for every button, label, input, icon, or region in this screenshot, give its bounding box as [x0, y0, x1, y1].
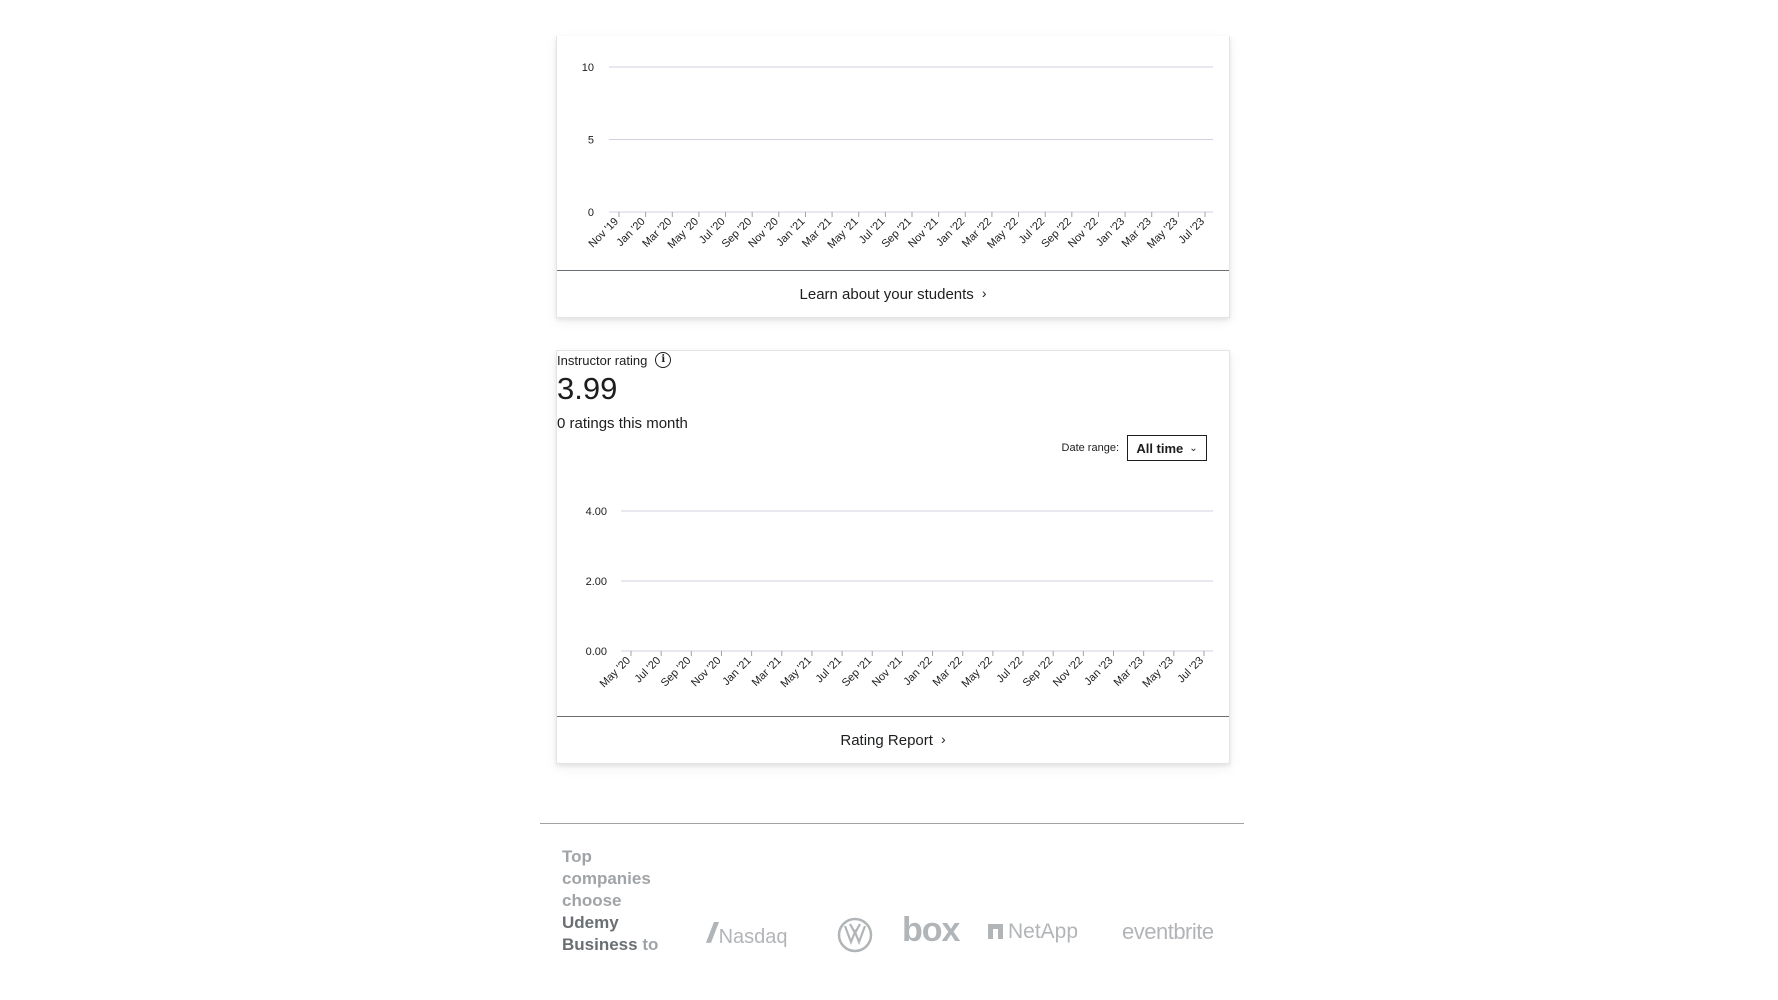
nasdaq-mark-icon: // [707, 917, 711, 948]
eventbrite-logo: eventbrite [1122, 919, 1214, 944]
chevron-right-icon: › [940, 731, 946, 747]
netapp-logo [988, 921, 1078, 942]
companies-line-3: choose [562, 891, 622, 910]
x-tick-label: Mar '22 [930, 654, 965, 689]
top-companies-text [562, 846, 672, 956]
x-tick-label: May '23 [1140, 654, 1176, 691]
x-tick-label: Jul '20 [696, 215, 728, 247]
instructor-rating-label: Instructor rating [557, 352, 648, 368]
x-tick-label: Mar '21 [800, 215, 835, 250]
nasdaq-wordmark: Nasdaq [718, 926, 788, 948]
x-tick-label: Nov '21 [906, 215, 941, 251]
chevron-right-icon: › [981, 285, 987, 301]
x-tick-label: Jul '21 [813, 654, 845, 686]
x-tick-label: May '21 [825, 215, 861, 252]
x-tick-label: Sep '22 [1020, 654, 1056, 690]
x-tick-label: Jan '23 [1082, 654, 1116, 688]
y-tick-label: 10 [581, 62, 594, 74]
x-tick-label: Nov '22 [1050, 654, 1086, 690]
footer-divider [540, 823, 1244, 824]
y-tick-label: 2.00 [585, 576, 607, 588]
date-range-value: All time [1136, 440, 1184, 456]
rating-report-label: Rating Report [840, 731, 933, 749]
x-tick-label: May '20 [597, 654, 634, 691]
y-tick-label: 0 [587, 207, 594, 219]
netapp-wordmark: NetApp [1008, 920, 1079, 943]
volkswagen-icon [837, 917, 873, 953]
x-tick-label: Jan '21 [774, 215, 808, 249]
x-tick-label: Mar '23 [1119, 215, 1154, 250]
x-tick-label: Mar '20 [640, 215, 675, 250]
x-tick-label: Jan '23 [1093, 215, 1128, 249]
students-chart-card [556, 36, 1230, 318]
chevron-down-icon: ⌄ [1189, 442, 1198, 454]
instructor-rating-card [556, 350, 1230, 764]
x-tick-label: May '22 [985, 215, 1021, 252]
x-tick-label: Jan '22 [901, 654, 935, 688]
x-tick-label: Sep '22 [1039, 215, 1074, 251]
rating-chart [557, 351, 1229, 717]
x-tick-label: Jul '20 [632, 654, 664, 686]
rating-report-link[interactable] [557, 716, 1229, 763]
y-tick-label: 4.00 [585, 506, 607, 518]
learn-about-students-label: Learn about your students [799, 285, 974, 303]
netapp-mark-icon [988, 924, 1003, 939]
udemy-business-brand: Udemy Business [562, 913, 638, 954]
volkswagen-logo [837, 917, 873, 958]
info-icon[interactable]: i [655, 352, 671, 368]
x-tick-label: Sep '20 [658, 654, 694, 690]
x-tick-label: May '21 [778, 654, 815, 691]
x-tick-label: Nov '21 [869, 654, 905, 690]
x-tick-label: Jan '21 [720, 654, 754, 688]
nasdaq-logo [707, 919, 788, 947]
companies-line-2: companies [562, 869, 651, 888]
instructor-rating-value: 3.99 [557, 371, 618, 406]
ratings-this-month: 0 ratings this month [557, 415, 688, 432]
x-tick-label: Nov '19 [586, 215, 622, 251]
companies-tail: to [642, 935, 659, 954]
students-chart [557, 36, 1229, 271]
learn-about-students-link[interactable] [557, 270, 1229, 317]
x-tick-label: Nov '20 [746, 215, 781, 251]
x-tick-label: Nov '20 [688, 654, 724, 690]
x-tick-label: Sep '21 [879, 215, 915, 251]
x-tick-label: May '22 [959, 654, 995, 691]
x-tick-label: Sep '21 [839, 654, 875, 690]
x-tick-label: Jul '23 [1176, 215, 1208, 247]
x-tick-label: Jul '21 [856, 215, 888, 247]
x-tick-label: Sep '20 [719, 215, 755, 251]
x-tick-label: Mar '23 [1111, 654, 1146, 689]
x-tick-label: May '23 [1145, 215, 1181, 252]
date-range-label: Date range: [1061, 442, 1119, 454]
companies-line-1: Top [562, 847, 592, 866]
x-tick-label: May '20 [665, 215, 702, 252]
x-tick-label: Mar '22 [959, 215, 995, 250]
box-logo: box [902, 911, 960, 949]
x-tick-label: Jul '22 [1016, 215, 1048, 247]
y-tick-label: 0.00 [585, 646, 607, 658]
x-tick-label: Jul '22 [994, 654, 1026, 686]
x-tick-label: Jan '20 [614, 215, 648, 249]
x-tick-label: Mar '21 [749, 654, 784, 689]
x-tick-label: Jul '23 [1175, 654, 1207, 686]
x-tick-label: Jan '22 [934, 215, 968, 249]
y-tick-label: 5 [587, 134, 594, 147]
x-tick-label: Nov '22 [1065, 215, 1101, 251]
